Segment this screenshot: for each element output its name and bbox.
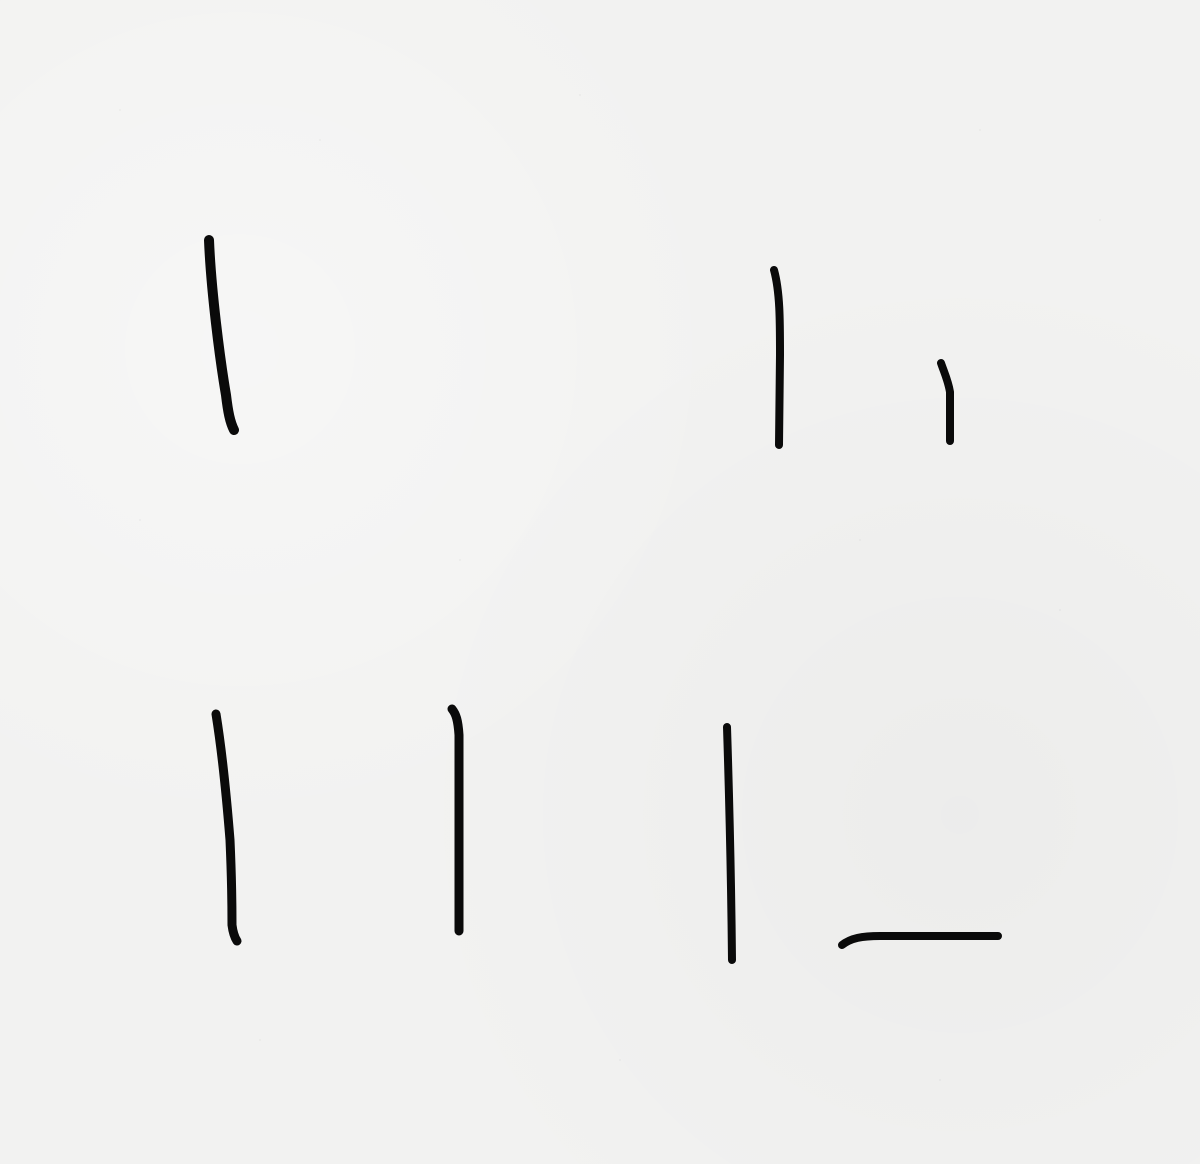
stroke-bottom-middle-left xyxy=(452,709,459,931)
stroke-bottom-right-horizontal xyxy=(842,936,998,945)
stroke-top-right-short xyxy=(941,363,950,441)
stroke-bottom-left xyxy=(216,714,237,941)
stroke-top-middle xyxy=(774,270,780,445)
stroke-top-left xyxy=(209,240,234,430)
stroke-bottom-middle-right xyxy=(727,727,732,960)
